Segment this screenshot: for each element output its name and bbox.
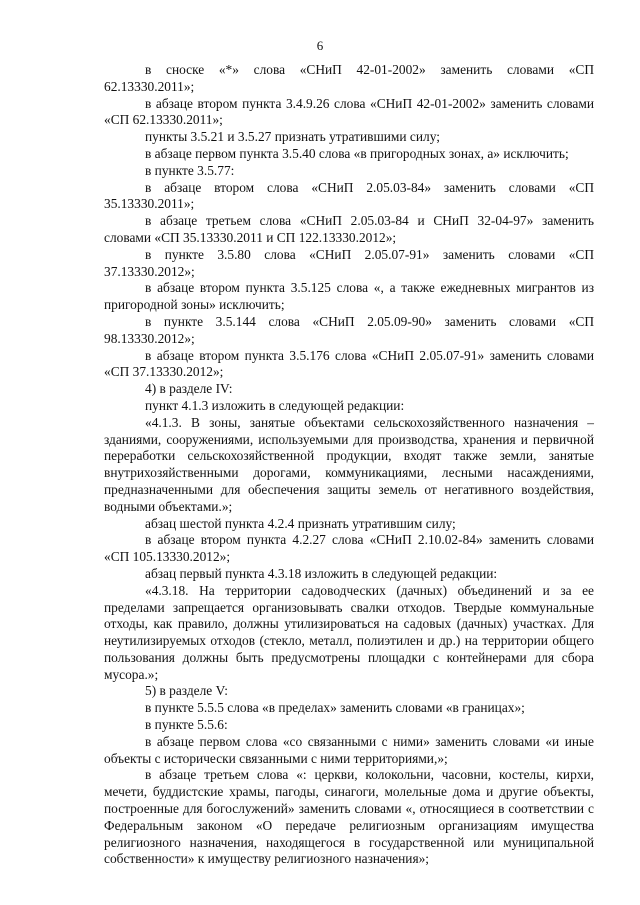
- paragraph: в абзаце втором пункта 3.4.9.26 слова «СНиП 42-01-2002» заменить словами «СП 62.13330.2011»;: [104, 95, 594, 128]
- paragraph: в абзаце втором пункта 3.5.176 слова «СНиП 2.05.07-91» заменить словами «СП 37.13330.2012»;: [104, 347, 594, 380]
- paragraph: в пункте 3.5.80 слова «СНиП 2.05.07-91» заменить словами «СП 37.13330.2012»;: [104, 246, 594, 279]
- paragraph: в пункте 3.5.144 слова «СНиП 2.05.09-90» заменить словами «СП 98.13330.2012»;: [104, 313, 594, 346]
- paragraph: в абзаце первом слова «со связанными с ними» заменить словами «и иные объекты с исторически связанными с ними территориями,»;: [104, 733, 594, 766]
- paragraph: абзац шестой пункта 4.2.4 признать утратившим силу;: [145, 515, 456, 531]
- paragraph: «4.3.18. На территории садоводческих (дачных) объединений и за ее пределами запрещается организовывать свалки отходов. Твердые коммунальные отходы, как правило, должны утилизироваться на садовых (дачных) участках. Для неутилизируемых отходов (стекло, металл, полиэтилен и др.) на территории общего пользования должны быть предусмотрены площадки с контейнерами для сбора мусора.»;: [104, 582, 594, 682]
- paragraph: пункты 3.5.21 и 3.5.27 признать утратившими силу;: [145, 129, 440, 145]
- paragraph: в абзаце первом пункта 3.5.40 слова «в пригородных зонах, а» исключить;: [145, 145, 569, 161]
- paragraph: 4) в разделе IV:: [145, 381, 233, 397]
- paragraph: в сноске «*» слова «СНиП 42-01-2002» заменить словами «СП 62.13330.2011»;: [104, 62, 594, 94]
- paragraph: в абзаце втором пункта 4.2.27 слова «СНиП 2.10.02-84» заменить словами «СП 105.13330.2012»;: [104, 532, 594, 565]
- document-body: [104, 62, 594, 868]
- paragraph: в пункте 5.5.6:: [145, 717, 228, 733]
- paragraph: в пункте 3.5.77:: [145, 162, 235, 178]
- paragraph: в абзаце третьем слова «: церкви, колокольни, часовни, костелы, кирхи, мечети, буддистские храмы, пагоды, синагоги, молельные дома и другие объекты, построенные для богослужений» заменить словами «, относящиеся в соответствии с Федеральным законом «О передаче религиозным организациям имущества религиозного назначения, находящегося в государственной или муниципальной собственности» к имуществу религиозного назначения»;: [104, 767, 594, 867]
- paragraph: в абзаце втором пункта 3.5.125 слова «, а также ежедневных мигрантов из пригородной зоны» исключить;: [104, 280, 594, 313]
- page-number: 6: [316, 38, 324, 53]
- paragraph: 5) в разделе V:: [145, 683, 228, 699]
- paragraph: «4.1.3. В зоны, занятые объектами сельскохозяйственного назначения – зданиями, сооружениями, используемыми для производства, хранения и первичной переработки сельскохозяйственной продукции, входят также земли, занятые внутрихозяйственными дорогами, коммуникациями, лесными насаждениями, предназначенными для обеспечения защиты земель от негативного воздействия, водными объектами.»;: [104, 414, 594, 514]
- paragraph: пункт 4.1.3 изложить в следующей редакции:: [145, 397, 405, 413]
- paragraph: в пункте 5.5.5 слова «в пределах» заменить словами «в границах»;: [145, 700, 525, 716]
- paragraph: в абзаце втором слова «СНиП 2.05.03-84» заменить словами «СП 35.13330.2011»;: [104, 179, 594, 212]
- paragraph: абзац первый пункта 4.3.18 изложить в следующей редакции:: [145, 565, 498, 581]
- paragraph: в абзаце третьем слова «СНиП 2.05.03-84 и СНиП 32-04-97» заменить словами «СП 35.13330.2011 и СП 122.13330.2012»;: [104, 213, 594, 245]
